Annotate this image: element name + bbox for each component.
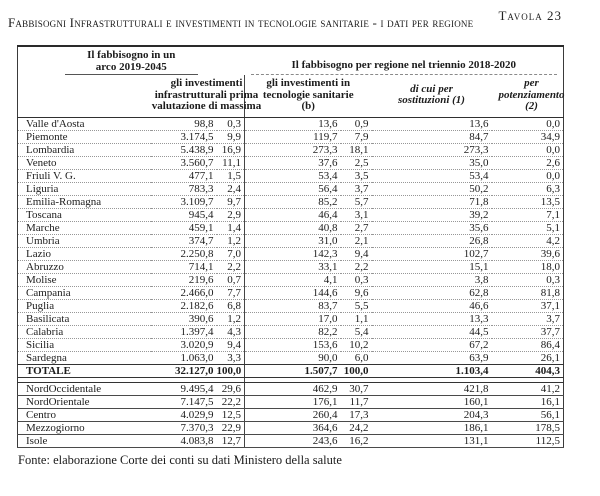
value-cell: 6,3 [492,182,564,195]
value-cell: 421,8 [372,382,492,395]
region-name-cell: Toscana [18,208,151,221]
value-cell: 13,6 [245,117,341,130]
value-cell: 945,4 [151,208,217,221]
column-header-tecnologie: gli investimenti in tecnologie sanitarie (b) [245,75,372,117]
table-row [18,169,564,182]
value-cell: 9,7 [217,195,245,208]
value-cell: 24,2 [341,421,372,434]
value-cell: 18,1 [341,143,372,156]
value-cell: 2,6 [492,156,564,169]
value-cell: 1,2 [217,234,245,247]
value-cell: 7.370,3 [151,421,217,434]
group-header-arco [18,46,245,75]
value-cell: 1,5 [217,169,245,182]
value-cell: 9.495,4 [151,382,217,395]
value-cell: 273,3 [372,143,492,156]
value-cell: 46,6 [372,299,492,312]
table-row [18,382,564,395]
table-row [18,234,564,247]
value-cell: 5,4 [341,325,372,338]
value-cell: 176,1 [245,395,341,408]
value-cell: 22,9 [217,421,245,434]
column-header-sostituzioni: di cui per sostituzioni (1) [372,75,492,117]
value-cell: 46,4 [245,208,341,221]
value-cell: 142,3 [245,247,341,260]
value-cell: 3,7 [341,182,372,195]
value-cell: 1.103,4 [372,364,492,377]
value-cell: 44,5 [372,325,492,338]
value-cell: 714,1 [151,260,217,273]
table-row [18,299,564,312]
value-cell: 462,9 [245,382,341,395]
table-row [18,421,564,434]
value-cell: 13,5 [492,195,564,208]
value-cell: 0,3 [217,117,245,130]
value-cell: 112,5 [492,434,564,447]
value-cell: 13,3 [372,312,492,325]
value-cell: 2.466,0 [151,286,217,299]
value-cell: 82,2 [245,325,341,338]
table-row [18,395,564,408]
value-cell: 404,3 [492,364,564,377]
value-cell: 204,3 [372,408,492,421]
value-cell: 16,1 [492,395,564,408]
region-name-cell: Veneto [18,156,151,169]
group-arco-line1: Il fabbisogno in un [87,49,176,61]
value-cell: 34,9 [492,130,564,143]
region-name-cell: NordOccidentale [18,382,151,395]
value-cell: 85,2 [245,195,341,208]
value-cell: 86,4 [492,338,564,351]
group-triennio-label: Il fabbisogno per regione nel triennio 2018-2020 [251,60,557,76]
value-cell: 11,7 [341,395,372,408]
value-cell: 90,0 [245,351,341,364]
value-cell: 0,0 [492,169,564,182]
table-row [18,195,564,208]
table-row [18,273,564,286]
value-cell: 102,7 [372,247,492,260]
value-cell: 3.109,7 [151,195,217,208]
value-cell: 9,4 [217,338,245,351]
value-cell: 67,2 [372,338,492,351]
region-name-cell: Campania [18,286,151,299]
value-cell: 3,5 [341,169,372,182]
value-cell: 31,0 [245,234,341,247]
table-header [18,46,564,117]
value-cell: 0,3 [341,273,372,286]
value-cell: 6,0 [341,351,372,364]
value-cell: 0,9 [341,117,372,130]
column-header-infrastrutturali: gli investimenti infrastrutturali prima valutazione di massima [151,75,245,117]
table-row [18,312,564,325]
value-cell: 39,2 [372,208,492,221]
value-cell: 12,7 [217,434,245,447]
value-cell: 2,5 [341,156,372,169]
region-name-cell: Puglia [18,299,151,312]
value-cell: 9,6 [341,286,372,299]
value-cell: 3,1 [341,208,372,221]
value-cell: 6,8 [217,299,245,312]
value-cell: 35,6 [372,221,492,234]
value-cell: 5,7 [341,195,372,208]
region-name-cell: Liguria [18,182,151,195]
value-cell: 260,4 [245,408,341,421]
regions-body [18,117,564,364]
value-cell: 37,6 [245,156,341,169]
value-cell: 18,0 [492,260,564,273]
value-cell: 5,1 [492,221,564,234]
value-cell: 98,8 [151,117,217,130]
table-row [18,325,564,338]
table-row [18,247,564,260]
region-name-cell: Sardegna [18,351,151,364]
value-cell: 84,7 [372,130,492,143]
value-cell: 131,1 [372,434,492,447]
value-cell: 3,7 [492,312,564,325]
value-cell: 3,8 [372,273,492,286]
totale-body [18,364,564,377]
region-name-cell: Valle d'Aosta [18,117,151,130]
value-cell: 30,7 [341,382,372,395]
value-cell: 4,1 [245,273,341,286]
value-cell: 29,6 [217,382,245,395]
region-name-cell: Umbria [18,234,151,247]
region-name-cell: Centro [18,408,151,421]
table-row [18,260,564,273]
value-cell: 5.438,9 [151,143,217,156]
region-column-header [18,75,151,117]
value-cell: 37,1 [492,299,564,312]
value-cell: 12,5 [217,408,245,421]
value-cell: 1,1 [341,312,372,325]
value-cell: 41,2 [492,382,564,395]
value-cell: 1.507,7 [245,364,341,377]
value-cell: 11,1 [217,156,245,169]
value-cell: 364,6 [245,421,341,434]
value-cell: 4.083,8 [151,434,217,447]
region-name-cell: Friuli V. G. [18,169,151,182]
value-cell: 71,8 [372,195,492,208]
value-cell: 1,2 [217,312,245,325]
value-cell: 53,4 [372,169,492,182]
value-cell: 17,3 [341,408,372,421]
report-page [0,8,600,496]
value-cell: 100,0 [341,364,372,377]
table-row [18,156,564,169]
value-cell: 2,2 [217,260,245,273]
value-cell: 1.063,0 [151,351,217,364]
value-cell: 39,6 [492,247,564,260]
table-row [18,221,564,234]
value-cell: 56,4 [245,182,341,195]
region-name-cell: Isole [18,434,151,447]
source-note: Fonte: elaborazione Corte dei conti su dati Ministero della salute [18,452,342,467]
table-row [18,286,564,299]
value-cell: 119,7 [245,130,341,143]
table-row [18,182,564,195]
value-cell: 9,9 [217,130,245,143]
value-cell: 2,2 [341,260,372,273]
region-name-cell: Mezzogiorno [18,421,151,434]
value-cell: 390,6 [151,312,217,325]
value-cell: 7,0 [217,247,245,260]
value-cell: 2.182,6 [151,299,217,312]
value-cell: 7,7 [217,286,245,299]
table-row [18,434,564,447]
table-row [18,143,564,156]
region-name-cell: Molise [18,273,151,286]
value-cell: 4,3 [217,325,245,338]
group-header-triennio [245,46,564,75]
value-cell: 40,8 [245,221,341,234]
value-cell: 2,1 [341,234,372,247]
value-cell: 0,0 [492,117,564,130]
value-cell: 37,7 [492,325,564,338]
region-name-cell: Marche [18,221,151,234]
subheader-row [18,75,564,117]
region-name-cell: Lombardia [18,143,151,156]
column-header-potenziamento: per potenziamento (2) [492,75,564,117]
value-cell: 273,3 [245,143,341,156]
table-row [18,408,564,421]
value-cell: 178,5 [492,421,564,434]
value-cell: 81,8 [492,286,564,299]
region-name-cell: Abruzzo [18,260,151,273]
value-cell: 459,1 [151,221,217,234]
region-name-cell: Sicilia [18,338,151,351]
value-cell: 5,5 [341,299,372,312]
value-cell: 0,3 [492,273,564,286]
value-cell: 0,7 [217,273,245,286]
value-cell: 17,0 [245,312,341,325]
value-cell: 1.397,4 [151,325,217,338]
value-cell: 100,0 [217,364,245,377]
value-cell: 2,9 [217,208,245,221]
value-cell: 243,6 [245,434,341,447]
page-title: Fabbisogni Infrastrutturali e investimenti in tecnologie sanitarie - i dati per regione [8,15,474,30]
table-row [18,130,564,143]
table-row [18,364,564,377]
value-cell: 16,9 [217,143,245,156]
value-cell: 9,4 [341,247,372,260]
value-cell: 35,0 [372,156,492,169]
value-cell: 7,1 [492,208,564,221]
group-header-row [18,46,564,75]
value-cell: 0,0 [492,143,564,156]
tavola-number-label: Tavola 23 [498,8,562,23]
region-name-cell: Lazio [18,247,151,260]
value-cell: 53,4 [245,169,341,182]
table-row [18,117,564,130]
value-cell: 32.127,0 [151,364,217,377]
value-cell: 783,3 [151,182,217,195]
value-cell: 4.029,9 [151,408,217,421]
value-cell: 2,4 [217,182,245,195]
value-cell: 13,6 [372,117,492,130]
value-cell: 16,2 [341,434,372,447]
value-cell: 26,1 [492,351,564,364]
value-cell: 7.147,5 [151,395,217,408]
value-cell: 374,7 [151,234,217,247]
value-cell: 3.020,9 [151,338,217,351]
value-cell: 83,7 [245,299,341,312]
value-cell: 4,2 [492,234,564,247]
region-name-cell: Piemonte [18,130,151,143]
value-cell: 33,1 [245,260,341,273]
value-cell: 160,1 [372,395,492,408]
value-cell: 26,8 [372,234,492,247]
value-cell: 1,4 [217,221,245,234]
macro-areas-body [18,382,564,447]
value-cell: 7,9 [341,130,372,143]
value-cell: 3.174,5 [151,130,217,143]
region-name-cell: TOTALE [18,364,151,377]
value-cell: 3,3 [217,351,245,364]
table-row [18,208,564,221]
region-name-cell: Calabria [18,325,151,338]
value-cell: 186,1 [372,421,492,434]
value-cell: 62,8 [372,286,492,299]
group-arco-line2: arco 2019-2045 [95,60,167,73]
value-cell: 3.560,7 [151,156,217,169]
value-cell: 63,9 [372,351,492,364]
value-cell: 10,2 [341,338,372,351]
value-cell: 219,6 [151,273,217,286]
region-name-cell: Basilicata [18,312,151,325]
region-name-cell: Emilia-Romagna [18,195,151,208]
value-cell: 477,1 [151,169,217,182]
value-cell: 15,1 [372,260,492,273]
value-cell: 2.250,8 [151,247,217,260]
value-cell: 50,2 [372,182,492,195]
table-row [18,338,564,351]
value-cell: 153,6 [245,338,341,351]
value-cell: 56,1 [492,408,564,421]
table-row [18,351,564,364]
region-name-cell: NordOrientale [18,395,151,408]
regional-data-table [17,45,564,448]
value-cell: 22,2 [217,395,245,408]
value-cell: 144,6 [245,286,341,299]
value-cell: 2,7 [341,221,372,234]
